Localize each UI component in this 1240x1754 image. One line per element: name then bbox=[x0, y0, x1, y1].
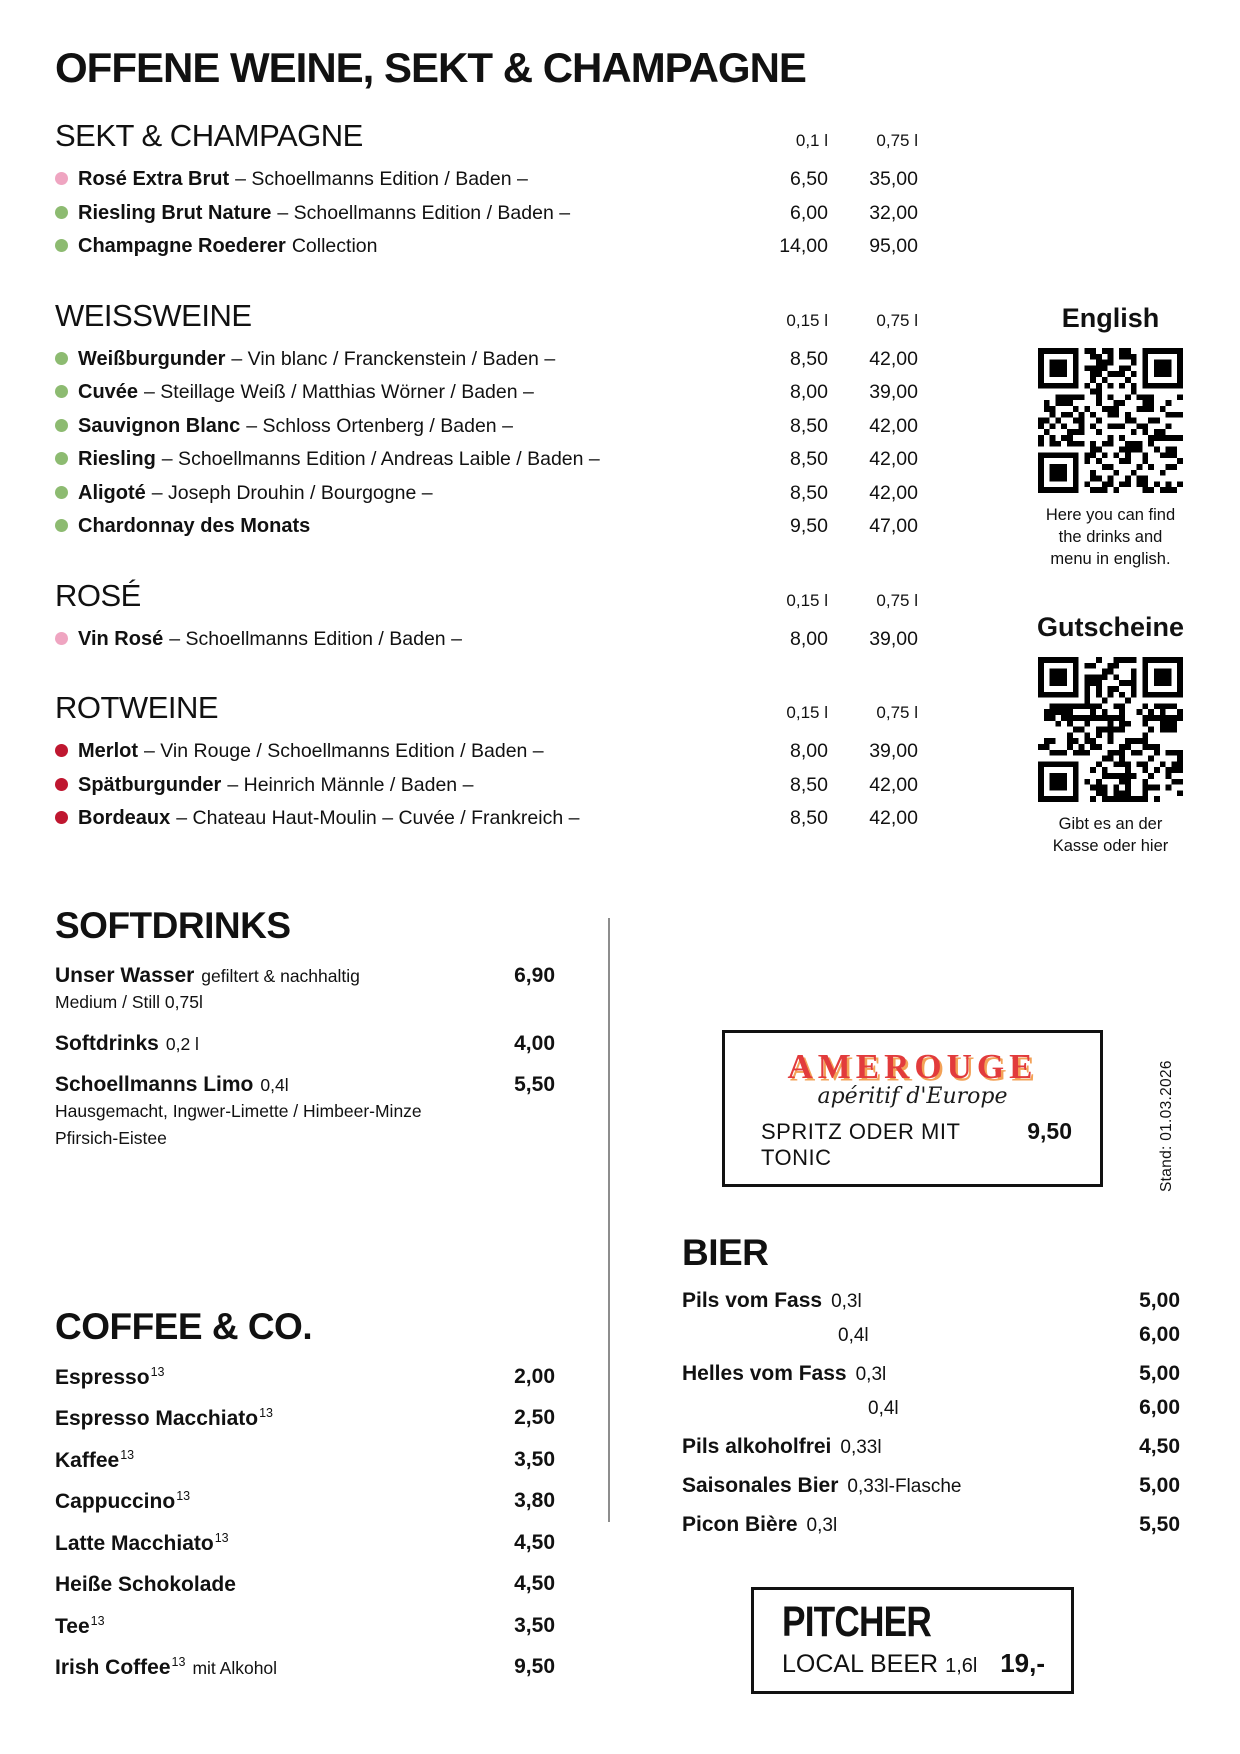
item-footnote: 13 bbox=[171, 1655, 186, 1669]
wine-name: Weißburgunder bbox=[78, 347, 226, 370]
beer-item bbox=[682, 1474, 1180, 1498]
wine-bullet-cell bbox=[55, 448, 78, 471]
coffee-heading: COFFEE & CO. bbox=[55, 1306, 313, 1347]
wine-price-glass: 6,00 bbox=[790, 201, 828, 224]
wine-item bbox=[55, 510, 918, 544]
wine-item bbox=[55, 769, 918, 803]
size-label-glass: 0,1 l bbox=[795, 131, 828, 150]
coffee-item bbox=[55, 1489, 555, 1514]
wine-section bbox=[55, 690, 918, 836]
wine-section-header bbox=[55, 298, 918, 334]
item-size: 0,4l bbox=[838, 1325, 869, 1346]
coffee-item bbox=[55, 1448, 555, 1473]
wine-name-cell bbox=[78, 807, 738, 830]
wine-item bbox=[55, 410, 918, 444]
wine-price-glass: 8,50 bbox=[790, 773, 828, 796]
wine-name: Vin Rosé bbox=[78, 627, 164, 650]
coffee-item bbox=[55, 1365, 555, 1390]
item-name-cell bbox=[682, 1323, 1090, 1347]
qr-caption-line: menu in english. bbox=[1050, 549, 1171, 568]
column-divider bbox=[608, 918, 610, 1522]
item-sublines bbox=[55, 1099, 555, 1151]
pitcher-size: 1,6l bbox=[945, 1655, 978, 1677]
item-price: 5,50 bbox=[1139, 1513, 1180, 1536]
wine-items bbox=[55, 163, 918, 264]
wine-price-glass: 8,00 bbox=[790, 381, 828, 404]
item-name: Kaffee bbox=[55, 1448, 120, 1472]
item-name-cell bbox=[55, 1572, 470, 1597]
item-name: Latte Macchiato bbox=[55, 1531, 214, 1555]
item-name: Espresso bbox=[55, 1365, 150, 1389]
wine-name-cell bbox=[78, 235, 738, 258]
qr-code-icon bbox=[1038, 657, 1183, 802]
item-price: 5,00 bbox=[1139, 1289, 1180, 1312]
softdrink-item-row bbox=[55, 1032, 555, 1056]
beer-item bbox=[682, 1289, 1180, 1313]
size-label-glass: 0,15 l bbox=[786, 703, 828, 722]
coffee-section bbox=[55, 1306, 555, 1680]
pitcher-heading-row bbox=[782, 1598, 1045, 1647]
wine-name-cell bbox=[78, 168, 738, 191]
qr-section bbox=[1023, 303, 1198, 570]
item-name: Irish Coffee bbox=[55, 1656, 171, 1679]
beer-list bbox=[682, 1289, 1180, 1537]
wine-section-header bbox=[55, 690, 918, 726]
wine-desc: – Schoellmanns Edition / Andreas Laible / Baden – bbox=[161, 448, 600, 471]
qr-section-title: English bbox=[1061, 303, 1160, 333]
item-footnote: 13 bbox=[214, 1530, 229, 1545]
item-price: 3,50 bbox=[514, 1613, 555, 1637]
wine-bullet-icon bbox=[55, 385, 68, 398]
item-price: 4,50 bbox=[514, 1572, 555, 1595]
wine-item bbox=[55, 802, 918, 836]
page-title: OFFENE WEINE, SEKT & CHAMPAGNE bbox=[55, 44, 806, 91]
item-price: 6,90 bbox=[514, 964, 555, 987]
wine-name-cell bbox=[78, 202, 738, 225]
item-size: 0,3l bbox=[806, 1515, 838, 1536]
wine-item bbox=[55, 230, 918, 264]
wine-bullet-icon bbox=[55, 419, 68, 432]
item-size: 0,3l bbox=[831, 1291, 862, 1312]
item-name-cell bbox=[55, 964, 470, 988]
item-subline: Medium / Still 0,75l bbox=[55, 992, 203, 1012]
wine-section-header bbox=[55, 118, 918, 154]
wine-sections bbox=[55, 118, 918, 836]
wine-section-title: WEISSWEINE bbox=[55, 297, 252, 333]
amerouge-ad-box bbox=[722, 1030, 1103, 1187]
beer-section bbox=[682, 1232, 1180, 1537]
wine-name: Champagne Roederer bbox=[78, 235, 286, 258]
item-name-cell bbox=[682, 1513, 1090, 1537]
wine-bullet-icon bbox=[55, 632, 68, 645]
item-size: 0,33l-Flasche bbox=[847, 1476, 962, 1497]
item-price: 9,50 bbox=[514, 1655, 555, 1678]
wine-price-bottle: 39,00 bbox=[869, 381, 918, 404]
wine-bullet-cell bbox=[55, 202, 78, 225]
wine-price-glass: 8,50 bbox=[790, 347, 828, 370]
wine-name-cell bbox=[78, 415, 738, 438]
wine-bullet-cell bbox=[55, 348, 78, 371]
beer-heading: BIER bbox=[682, 1232, 769, 1273]
size-label-bottle: 0,75 l bbox=[876, 703, 918, 722]
coffee-item bbox=[55, 1614, 555, 1639]
wine-bullet-icon bbox=[55, 519, 68, 532]
qr-section-title: Gutscheine bbox=[1036, 612, 1185, 642]
wine-desc: Collection bbox=[291, 235, 378, 258]
item-price: 2,00 bbox=[514, 1364, 555, 1388]
item-name-cell bbox=[55, 1655, 470, 1680]
wine-desc: – Vin blanc / Franckenstein / Baden – bbox=[231, 347, 556, 370]
item-footnote: 13 bbox=[150, 1364, 165, 1379]
qr-caption-line: Here you can find bbox=[1045, 506, 1176, 524]
amerouge-tagline: apéritif d'Europe bbox=[817, 1084, 1008, 1109]
wine-price-bottle: 42,00 bbox=[869, 414, 918, 437]
item-price: 5,00 bbox=[1139, 1474, 1180, 1497]
item-name: Softdrinks bbox=[55, 1031, 159, 1055]
wine-desc: – Schoellmanns Edition / Baden – bbox=[235, 168, 528, 191]
amerouge-logo: AMEROUGE bbox=[787, 1047, 1038, 1086]
wine-area bbox=[55, 44, 918, 836]
amerouge-offer-row bbox=[725, 1118, 1100, 1184]
wine-price-bottle: 39,00 bbox=[869, 627, 918, 650]
wine-price-bottle: 35,00 bbox=[869, 168, 918, 191]
item-price: 6,00 bbox=[1139, 1396, 1180, 1419]
wine-item bbox=[55, 477, 918, 511]
coffee-item bbox=[55, 1406, 555, 1431]
wine-desc: – Vin Rouge / Schoellmanns Edition / Baden – bbox=[144, 740, 544, 763]
wine-bullet-cell bbox=[55, 807, 78, 830]
wine-item bbox=[55, 163, 918, 197]
coffee-item bbox=[55, 1531, 555, 1556]
item-subline: Pfirsich-Eistee bbox=[55, 1127, 167, 1148]
wine-bullet-icon bbox=[55, 172, 68, 185]
wine-desc: – Chateau Haut-Moulin – Cuvée / Frankreich – bbox=[176, 807, 580, 830]
wine-price-bottle: 32,00 bbox=[869, 201, 918, 224]
wine-price-glass: 8,00 bbox=[790, 627, 828, 650]
pitcher-box bbox=[751, 1587, 1074, 1694]
wine-item bbox=[55, 197, 918, 231]
item-name-cell bbox=[55, 1032, 470, 1056]
item-name: Espresso Macchiato bbox=[55, 1407, 259, 1430]
item-price: 6,00 bbox=[1139, 1323, 1180, 1346]
wine-name: Bordeaux bbox=[78, 807, 171, 830]
item-price: 4,00 bbox=[514, 1031, 555, 1055]
wine-name: Riesling bbox=[78, 448, 156, 471]
item-name-cell bbox=[55, 1489, 470, 1514]
size-label-glass: 0,15 l bbox=[786, 590, 828, 610]
wine-bullet-icon bbox=[55, 206, 68, 219]
item-price: 5,50 bbox=[514, 1072, 555, 1096]
wine-name: Cuvée bbox=[78, 381, 139, 404]
wine-name-cell bbox=[78, 515, 738, 538]
size-label-bottle: 0,75 l bbox=[876, 310, 918, 330]
qr-caption bbox=[1023, 505, 1198, 570]
wine-bullet-cell bbox=[55, 235, 78, 258]
wine-name-cell bbox=[78, 348, 738, 371]
coffee-list bbox=[55, 1365, 555, 1681]
wine-bullet-icon bbox=[55, 352, 68, 365]
item-name: Helles vom Fass bbox=[682, 1362, 847, 1385]
wine-bullet-cell bbox=[55, 628, 78, 651]
item-footnote: 13 bbox=[120, 1447, 135, 1462]
item-subline: Hausgemacht, Ingwer-Limette / Himbeer-Minze bbox=[55, 1100, 422, 1121]
item-name-cell bbox=[55, 1365, 470, 1390]
beer-item bbox=[682, 1362, 1180, 1386]
wine-price-glass: 8,50 bbox=[790, 807, 828, 830]
wine-section-header bbox=[55, 578, 918, 614]
qr-section bbox=[1023, 612, 1198, 858]
softdrink-item-row bbox=[55, 964, 555, 988]
item-sublines bbox=[55, 990, 555, 1015]
item-name-cell bbox=[55, 1614, 470, 1639]
size-label-bottle: 0,75 l bbox=[876, 590, 918, 610]
softdrink-item bbox=[55, 964, 555, 1015]
softdrinks-heading: SOFTDRINKS bbox=[55, 905, 291, 946]
wine-desc: – Heinrich Männle / Baden – bbox=[227, 773, 474, 796]
wine-price-bottle: 42,00 bbox=[869, 773, 918, 796]
wine-desc: – Schoellmanns Edition / Baden – bbox=[169, 627, 462, 650]
softdrink-item-row bbox=[55, 1073, 555, 1097]
item-size: 0,4l bbox=[868, 1398, 899, 1419]
amerouge-price: 9,50 bbox=[1027, 1118, 1072, 1144]
wine-bullet-cell bbox=[55, 168, 78, 191]
item-name: Cappuccino bbox=[55, 1490, 176, 1513]
beer-item bbox=[682, 1323, 1180, 1347]
wine-name: Chardonnay des Monats bbox=[78, 515, 311, 538]
wine-desc: – Schloss Ortenberg / Baden – bbox=[246, 414, 513, 437]
beer-item bbox=[682, 1435, 1180, 1459]
wine-bullet-cell bbox=[55, 482, 78, 505]
wine-name: Sauvignon Blanc bbox=[78, 414, 241, 437]
item-footnote: 13 bbox=[176, 1489, 191, 1503]
wine-name-cell bbox=[78, 482, 738, 505]
wine-desc: – Steillage Weiß / Matthias Wörner / Baden – bbox=[144, 381, 534, 404]
qr-code-icon bbox=[1038, 348, 1183, 493]
pitcher-item-row bbox=[782, 1648, 1045, 1679]
item-name: Picon Bière bbox=[682, 1513, 798, 1536]
wine-section bbox=[55, 578, 918, 657]
wine-items bbox=[55, 623, 918, 657]
item-price: 2,50 bbox=[514, 1406, 555, 1429]
wine-price-glass: 6,50 bbox=[790, 168, 828, 191]
pitcher-item: LOCAL BEER bbox=[782, 1650, 939, 1678]
item-price: 4,50 bbox=[1139, 1435, 1180, 1458]
item-price: 4,50 bbox=[514, 1530, 555, 1554]
item-name-cell bbox=[55, 1531, 470, 1556]
wine-item bbox=[55, 343, 918, 377]
softdrinks-section bbox=[55, 905, 555, 1151]
wine-name-cell bbox=[78, 740, 738, 763]
wine-price-glass: 14,00 bbox=[779, 235, 828, 258]
wine-price-bottle: 42,00 bbox=[869, 481, 918, 504]
item-name-cell bbox=[682, 1362, 1090, 1386]
wine-price-bottle: 47,00 bbox=[869, 515, 918, 538]
wine-name-cell bbox=[78, 628, 738, 651]
item-size: 0,33l bbox=[840, 1437, 882, 1458]
wine-bullet-cell bbox=[55, 515, 78, 538]
item-name: Unser Wasser bbox=[55, 964, 195, 987]
item-name-cell bbox=[55, 1448, 470, 1473]
wine-name-cell bbox=[78, 774, 738, 797]
wine-price-bottle: 95,00 bbox=[869, 235, 918, 258]
qr-caption bbox=[1023, 814, 1198, 858]
item-note: 0,2 l bbox=[165, 1033, 199, 1054]
item-size: 0,3l bbox=[855, 1364, 887, 1385]
pitcher-heading: PITCHER bbox=[782, 1598, 932, 1646]
wine-item bbox=[55, 735, 918, 769]
item-name-cell bbox=[55, 1406, 470, 1431]
wine-section-title: SEKT & CHAMPAGNE bbox=[55, 118, 363, 153]
wine-item bbox=[55, 443, 918, 477]
wine-item bbox=[55, 623, 918, 657]
wine-name: Aligoté bbox=[78, 481, 146, 504]
item-name: Pils alkoholfrei bbox=[682, 1435, 832, 1458]
item-name-cell bbox=[682, 1396, 1090, 1420]
item-note: mit Alkohol bbox=[192, 1658, 278, 1678]
wine-bullet-cell bbox=[55, 415, 78, 438]
item-name: Heiße Schokolade bbox=[55, 1573, 236, 1596]
wine-name-cell bbox=[78, 381, 738, 404]
wine-items bbox=[55, 343, 918, 544]
size-label-bottle: 0,75 l bbox=[876, 131, 918, 150]
softdrinks-list bbox=[55, 964, 555, 1151]
wine-name: Spätburgunder bbox=[78, 773, 222, 796]
item-name-cell bbox=[55, 1073, 470, 1097]
wine-name: Merlot bbox=[78, 740, 138, 763]
item-footnote: 13 bbox=[259, 1406, 273, 1420]
item-name: Saisonales Bier bbox=[682, 1474, 839, 1497]
wine-items bbox=[55, 735, 918, 836]
version-stamp: Stand: 01.03.2026 bbox=[1158, 1060, 1175, 1192]
item-name: Pils vom Fass bbox=[682, 1289, 823, 1312]
wine-bullet-icon bbox=[55, 744, 68, 757]
wine-bullet-icon bbox=[55, 811, 68, 824]
item-name: Tee bbox=[55, 1614, 90, 1638]
wine-bullet-icon bbox=[55, 452, 68, 465]
item-note: 0,4l bbox=[260, 1074, 289, 1095]
item-price: 3,80 bbox=[514, 1489, 555, 1512]
wine-name: Riesling Brut Nature bbox=[78, 201, 272, 224]
wine-price-bottle: 42,00 bbox=[869, 448, 918, 471]
wine-price-bottle: 39,00 bbox=[869, 740, 918, 763]
wine-bullet-cell bbox=[55, 774, 78, 797]
item-price: 5,00 bbox=[1139, 1362, 1180, 1385]
softdrink-item bbox=[55, 1032, 555, 1056]
wine-bullet-icon bbox=[55, 239, 68, 252]
wine-bullet-icon bbox=[55, 486, 68, 499]
wine-section-title: ROTWEINE bbox=[55, 690, 219, 725]
item-price: 3,50 bbox=[514, 1447, 555, 1471]
wine-price-glass: 8,00 bbox=[790, 740, 828, 763]
size-label-glass: 0,15 l bbox=[786, 310, 828, 330]
wine-section-title: ROSÉ bbox=[55, 577, 141, 613]
pitcher-price: 19,- bbox=[1000, 1648, 1045, 1678]
qr-caption-line: the drinks and bbox=[1058, 527, 1163, 546]
wine-price-glass: 8,50 bbox=[790, 414, 828, 437]
wine-name: Rosé Extra Brut bbox=[78, 168, 230, 191]
wine-name-cell bbox=[78, 448, 738, 471]
softdrink-item bbox=[55, 1073, 555, 1151]
beer-item bbox=[682, 1396, 1180, 1420]
item-footnote: 13 bbox=[90, 1613, 105, 1628]
wine-price-glass: 9,50 bbox=[790, 515, 828, 538]
item-note: gefiltert & nachhaltig bbox=[201, 966, 360, 986]
beer-item bbox=[682, 1513, 1180, 1537]
item-name-cell bbox=[682, 1435, 1090, 1459]
item-name-cell bbox=[682, 1289, 1090, 1313]
qr-caption-line: Gibt es an der bbox=[1058, 815, 1163, 833]
wine-price-glass: 8,50 bbox=[790, 481, 828, 504]
wine-price-bottle: 42,00 bbox=[869, 347, 918, 370]
wine-desc: – Schoellmanns Edition / Baden – bbox=[277, 201, 571, 224]
wine-bullet-icon bbox=[55, 778, 68, 791]
amerouge-offer: SPRITZ ODER MIT TONIC bbox=[761, 1119, 960, 1170]
coffee-item bbox=[55, 1572, 555, 1597]
wine-section bbox=[55, 298, 918, 544]
wine-desc: – Joseph Drouhin / Bourgogne – bbox=[151, 481, 433, 504]
qr-caption-line: Kasse oder hier bbox=[1052, 836, 1169, 855]
wine-price-bottle: 42,00 bbox=[869, 807, 918, 830]
wine-price-glass: 8,50 bbox=[790, 448, 828, 471]
coffee-item bbox=[55, 1655, 555, 1680]
item-name-cell bbox=[682, 1474, 1090, 1498]
wine-bullet-cell bbox=[55, 740, 78, 763]
wine-item bbox=[55, 376, 918, 410]
wine-section bbox=[55, 118, 918, 264]
wine-bullet-cell bbox=[55, 381, 78, 404]
item-name: Schoellmanns Limo bbox=[55, 1072, 254, 1096]
